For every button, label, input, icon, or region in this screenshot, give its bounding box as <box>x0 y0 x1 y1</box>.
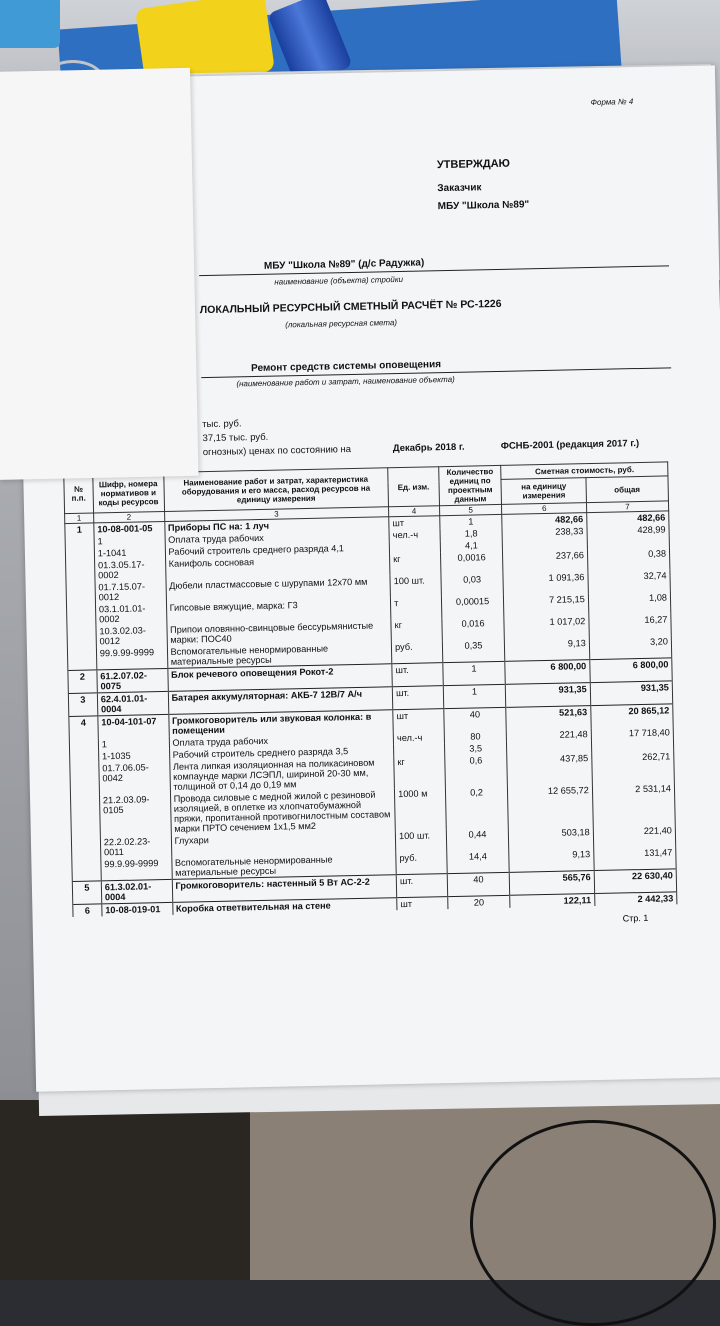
cell-qty: 40 <box>443 707 506 731</box>
cell-total: 3,20 <box>589 635 672 659</box>
colnum: 7 <box>586 501 668 513</box>
header-unit: Ед. изм. <box>388 467 439 507</box>
cell-price: 565,76 <box>510 871 595 896</box>
cell-num <box>65 547 94 560</box>
cell-qty: 0,0016 <box>440 551 503 574</box>
cell-total: 131,47 <box>594 846 677 870</box>
cell-total: 262,71 <box>592 750 675 784</box>
cell-code: 01.7.15.07-0012 <box>95 580 166 603</box>
header-cost-unit: на единицу измерения <box>501 478 586 505</box>
cell-code: 99.9.99-9999 <box>96 646 167 670</box>
cell-unit: руб. <box>396 851 447 875</box>
cell-qty: 80 <box>444 730 507 743</box>
estimate-caption: (локальная ресурсная смета) <box>285 318 398 330</box>
cell-name: Вспомогательные ненормированные материальные ресурсы <box>167 641 392 668</box>
cell-code: 1 <box>98 737 169 750</box>
customer-name: МБУ "Школа №89" <box>437 199 530 213</box>
cell-qty: 14,4 <box>446 850 509 874</box>
header-cost-total: общая <box>586 476 669 503</box>
blue-tab <box>0 0 60 48</box>
cell-num <box>66 603 95 626</box>
cell-qty: 20 <box>447 895 510 909</box>
cell-total: 931,35 <box>590 681 673 706</box>
cell-unit: кг <box>394 755 445 788</box>
cell-price: 122,11 <box>510 894 595 908</box>
cell-code: 61.3.02.01-0004 <box>101 879 172 903</box>
cell-price: 7 215,15 <box>504 593 589 617</box>
approve-label: УТВЕРЖДАЮ <box>436 157 511 172</box>
cell-unit: шт <box>393 709 444 733</box>
cell-num <box>65 535 94 548</box>
table-body <box>65 501 677 917</box>
cell-qty: 40 <box>447 872 510 896</box>
cell-unit: кг <box>390 552 441 575</box>
cell-num: 6 <box>73 904 102 917</box>
cell-num <box>70 750 99 763</box>
cell-qty: 1 <box>442 661 505 685</box>
work-caption: (наименование работ и затрат, наименование объекта) <box>236 374 455 389</box>
cell-num <box>66 559 95 582</box>
cell-num <box>70 794 100 837</box>
cell-unit: 100 шт. <box>395 829 446 852</box>
cell-qty: 0,016 <box>442 617 505 640</box>
cell-price: 482,66 <box>502 513 587 527</box>
cell-total: 17 718,40 <box>591 726 673 740</box>
colnum: 5 <box>439 504 502 515</box>
cell-unit: шт. <box>392 663 443 687</box>
work-title: Ремонт средств системы оповещения <box>250 359 442 375</box>
cell-unit: руб. <box>391 640 442 664</box>
cell-unit: шт. <box>392 686 443 710</box>
cell-price: 503,18 <box>509 826 594 850</box>
cell-qty: 0,44 <box>446 828 509 851</box>
cell-price: 437,85 <box>507 752 592 786</box>
cell-code: 99.9.99-9999 <box>101 857 172 881</box>
cost-line-2: 37,15 тыс. руб. <box>202 431 269 445</box>
cell-qty: 0,35 <box>442 639 505 663</box>
cell-name: Дюбели пластмассовые с шурупами 12х70 мм <box>166 575 391 602</box>
cell-qty: 0,2 <box>445 786 509 829</box>
cell-total: 2 442,33 <box>594 892 676 906</box>
cell-code: 61.2.07.02-0075 <box>97 668 168 692</box>
form-number: Форма № 4 <box>590 97 634 107</box>
cell-name: Провода силовые с медной жилой с резиновой изоляцией, в оплетке из хлопчатобумажной пряжи, пропитанной противогнилостным составом марки ПРТО сечением 1х1,5 мм2 <box>170 788 395 835</box>
cell-total: 221,40 <box>593 824 676 848</box>
cell-code: 03.1.01.01-0002 <box>95 602 166 625</box>
cell-unit: 100 шт. <box>390 574 441 597</box>
cell-num: 3 <box>68 693 97 717</box>
cell-name: Гипсовые вяжущие, марка: Г3 <box>166 597 391 624</box>
cell-price: 521,63 <box>506 706 591 730</box>
cell-name: Коробка ответвительная на стене <box>172 898 397 915</box>
object-name: МБУ "Школа №89" (д/с Радужка) <box>263 257 425 272</box>
price-level: огнозных) ценах по состоянию на <box>202 444 352 459</box>
cell-name: Громкоговоритель: настенный 5 Вт АС-2-2 <box>172 875 397 903</box>
cell-total: 6 800,00 <box>590 658 673 683</box>
colnum: 3 <box>164 507 389 522</box>
cell-price: 12 655,72 <box>508 784 593 828</box>
cell-unit <box>394 743 445 756</box>
cell-price: 931,35 <box>506 683 591 708</box>
cell-total: 22 630,40 <box>594 869 677 894</box>
cell-total: 16,27 <box>589 613 672 637</box>
cell-unit: чел.-ч <box>393 731 444 744</box>
colnum: 1 <box>65 513 94 524</box>
header-qty: Количество единиц по проектным данным <box>438 465 502 505</box>
cell-num: 4 <box>69 716 98 739</box>
cell-name: Рабочий строитель среднего разряда 4,1 <box>165 541 390 558</box>
cell-unit: кг <box>391 618 442 641</box>
page-number: Стр. 1 <box>622 912 649 924</box>
cell-price: 238,33 <box>502 525 587 539</box>
cell-name: Глухари <box>171 830 396 857</box>
colnum: 2 <box>93 511 164 522</box>
cell-num <box>67 625 96 648</box>
cell-qty: 1 <box>439 514 502 528</box>
cell-total: 2 531,14 <box>592 782 675 826</box>
cell-name: Блок речевого оповещения Рокот-2 <box>167 664 392 692</box>
cell-unit: шт. <box>396 874 447 898</box>
cell-qty: 1,8 <box>440 527 503 540</box>
cell-qty: 0,03 <box>441 573 504 596</box>
cell-price: 221,48 <box>507 728 592 742</box>
cell-code: 21.2.03.09-0105 <box>99 793 171 836</box>
cell-code: 10-04-101-07 <box>98 714 169 738</box>
cell-total: 32,74 <box>588 569 671 593</box>
cell-name: Рабочий строитель среднего разряда 3,5 <box>169 744 394 761</box>
cell-num <box>67 647 96 670</box>
cell-total: 482,66 <box>587 511 669 525</box>
cell-num <box>72 858 101 881</box>
cell-num <box>66 581 95 604</box>
cell-code: 22.2.02.23-0011 <box>100 835 171 858</box>
cell-code: 1-1041 <box>94 546 165 559</box>
colnum: 6 <box>502 503 587 515</box>
cell-total: 20 865,12 <box>591 704 674 728</box>
header-code: Шифр, номера нормативов и коды ресурсов <box>93 472 165 512</box>
cell-name: Лента липкая изоляционная на поликасиновом компаунде марки ЛСЭПЛ, шириной 20-30 мм, толщиной от 0,14 до 0,19 мм <box>169 756 394 793</box>
cell-num <box>69 738 98 751</box>
cell-name: Оплата труда рабочих <box>169 732 394 749</box>
cell-code: 1-1035 <box>98 749 169 762</box>
cell-code: 10.3.02.03-0012 <box>96 624 167 647</box>
cell-num <box>70 762 100 795</box>
cost-line-1: тыс. руб. <box>202 418 242 431</box>
cell-unit: чел.-ч <box>389 528 440 541</box>
cell-name: Вспомогательные ненормированные материальные ресурсы <box>171 852 396 879</box>
cell-total: 1,08 <box>588 591 671 615</box>
cell-name: Приборы ПС на: 1 луч <box>164 517 389 534</box>
cell-code: 01.3.05.17-0002 <box>94 558 165 581</box>
cell-code: 1 <box>94 534 165 547</box>
price-base: ФСНБ-2001 (редакция 2017 г.) <box>500 438 640 452</box>
covering-sheet <box>0 68 199 480</box>
cell-num: 5 <box>72 881 101 905</box>
cell-code: 01.7.06.05-0042 <box>99 761 170 794</box>
price-date: Декабрь 2018 г. <box>392 441 465 455</box>
cell-unit: т <box>391 596 442 619</box>
cell-price: 237,66 <box>503 549 588 573</box>
estimate-title: ЛОКАЛЬНЫЙ РЕСУРСНЫЙ СМЕТНЫЙ РАСЧЁТ № РС-1226 <box>199 297 502 317</box>
cell-price: 1 091,36 <box>503 571 588 595</box>
cable <box>470 1120 716 1326</box>
cell-name: Канифоль сосновая <box>165 553 390 580</box>
cell-num: 1 <box>65 523 94 536</box>
cell-qty: 0,00015 <box>441 595 504 618</box>
header-name: Наименование работ и затрат, характеристика оборудования и его масса, расход ресурсов на единицу измерения <box>163 468 388 512</box>
cell-name: Припои оловянно-свинцовые бессурьмянистые марки: ПОС40 <box>166 619 391 646</box>
object-caption: наименование (объекта) стройки <box>274 274 404 287</box>
cell-num: 2 <box>68 670 97 694</box>
cell-num <box>71 836 100 859</box>
cell-price: 6 800,00 <box>505 660 590 685</box>
cell-code: 62.4.01.01-0004 <box>97 691 168 715</box>
cell-code: 10-08-019-01 <box>102 902 173 916</box>
header-cost: Сметная стоимость, руб. <box>501 462 668 480</box>
cell-qty: 3,5 <box>444 742 507 755</box>
cell-unit: 1000 м <box>395 787 446 830</box>
cell-unit: шт <box>397 897 448 911</box>
cell-price: 9,13 <box>509 848 594 872</box>
cell-qty: 0,6 <box>444 754 507 787</box>
cell-unit: шт <box>389 516 440 530</box>
cell-total: 428,99 <box>587 523 669 537</box>
cell-name: Батарея аккумуляторная: АКБ-7 12В/7 А/ч <box>168 687 393 715</box>
cell-code: 10-08-001-05 <box>94 521 165 535</box>
cell-total: 0,38 <box>587 547 670 571</box>
cell-qty: 1 <box>443 684 506 708</box>
customer-label: Заказчик <box>437 182 482 195</box>
cell-qty: 4,1 <box>440 539 503 552</box>
cell-unit <box>389 540 440 553</box>
cell-name: Громкоговоритель или звуковая колонка: в помещении <box>168 710 393 737</box>
cell-price: 9,13 <box>505 637 590 661</box>
cell-price: 1 017,02 <box>504 615 589 639</box>
estimate-table <box>63 461 677 917</box>
cell-name: Оплата труда рабочих <box>165 529 390 546</box>
header-num: № п.п. <box>64 474 94 514</box>
colnum: 4 <box>389 506 440 517</box>
